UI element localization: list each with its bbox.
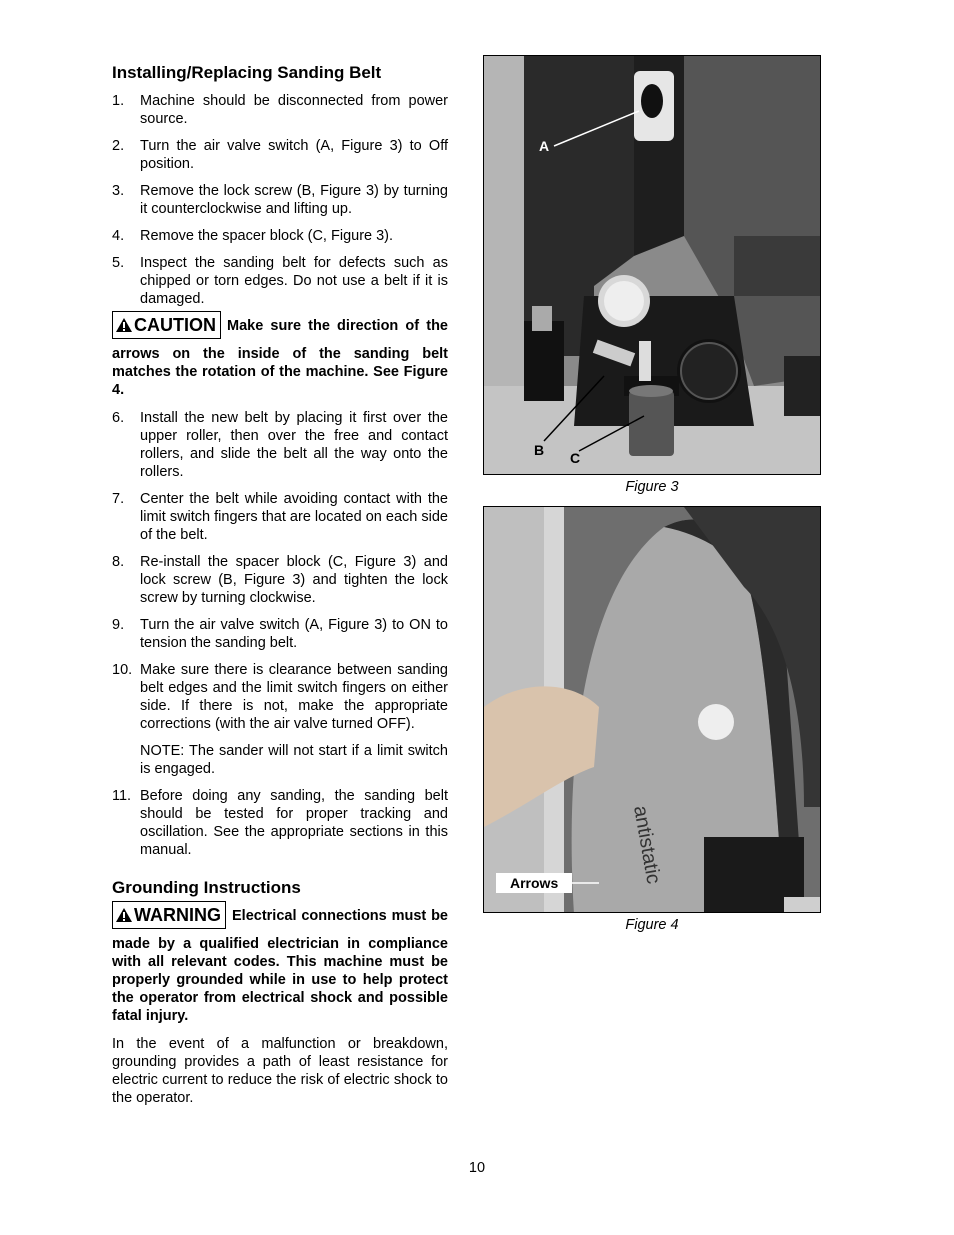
- caution-notice: [112, 317, 448, 399]
- callout-label-a: A: [539, 138, 550, 154]
- list-item: 8. Re-install the spacer block (C, Figure 3) and lock screw (B, Figure 3) and tighten the lock screw by turning clockwise.: [112, 554, 448, 606]
- figure-4-caption: Figure 4: [625, 917, 679, 933]
- left-column: [112, 62, 448, 1107]
- list-item: 2. Turn the air valve switch (A, Figure 3) to Off position.: [112, 138, 448, 172]
- list-item: 1. Machine should be disconnected from power source.: [112, 93, 448, 127]
- page-number: 10: [468, 1160, 486, 1176]
- list-item: 5. Inspect the sanding belt for defects such as chipped or torn edges. Do not use a belt if it is damaged.: [112, 255, 448, 307]
- callout-label-b: B: [534, 442, 545, 458]
- list-item: 7. Center the belt while avoiding contact with the limit switch fingers that are located on each side of the belt.: [112, 491, 448, 543]
- svg-text:antistatic: antistatic: [629, 804, 665, 886]
- caution-badge: CAUTION: [112, 311, 221, 339]
- warning-triangle-icon: [115, 907, 133, 923]
- warning-notice: [112, 907, 448, 1025]
- warning-badge: WARNING: [112, 901, 226, 929]
- grounding-paragraph: In the event of a malfunction or breakdown, grounding provides a path of least resistance for electric current to reduce the risk of electric shock to the operator.: [112, 1036, 448, 1106]
- list-item: 11. Before doing any sanding, the sanding belt should be tested for proper tracking and oscillation. See the appropriate sections in this manual.: [112, 788, 448, 858]
- list-item: 4. Remove the spacer block (C, Figure 3).: [112, 228, 394, 244]
- list-item: 3. Remove the lock screw (B, Figure 3) by turning it counterclockwise and lifting up.: [112, 183, 448, 217]
- list-item: 6. Install the new belt by placing it first over the upper roller, then over the free and contact rollers, and slide the belt all the way onto the rollers.: [112, 410, 448, 480]
- steps-list-a: [112, 92, 448, 308]
- list-item: 9. Turn the air valve switch (A, Figure 3) to ON to tension the sanding belt.: [112, 617, 448, 651]
- machine-photo-illustration: [484, 56, 821, 475]
- steps-list-b: [112, 409, 448, 733]
- figure-4-photo: [483, 506, 821, 913]
- warning-text: Electrical connections must be made by a qualified electrician in compliance with all relevant codes. This machine must be properly grounded while in use to help protect the operator from electrical shock and possible fatal injury.: [112, 908, 448, 1024]
- steps-list-c: [112, 787, 448, 859]
- sanding-belt-photo-illustration: [484, 507, 821, 913]
- note-text: NOTE: The sander will not start if a limit switch is engaged.: [140, 743, 448, 777]
- callout-label-c: C: [570, 450, 581, 466]
- section-title-installing: Installing/Replacing Sanding Belt: [112, 63, 382, 82]
- section-title-grounding: Grounding Instructions: [112, 878, 301, 897]
- list-item: 10. Make sure there is clearance between sanding belt edges and the limit switch fingers on either side. If there is not, make the appropriate corrections (with the air valve turned OFF).: [112, 662, 448, 732]
- caution-text: Make sure the direction of the arrows on the inside of the sanding belt matches the rotation of the machine. See Figure 4.: [112, 318, 448, 398]
- warning-triangle-icon: [115, 317, 133, 333]
- figure-3-caption: Figure 3: [625, 479, 679, 495]
- figure-3-photo: [483, 55, 821, 475]
- callout-label-arrows: Arrows: [510, 875, 559, 891]
